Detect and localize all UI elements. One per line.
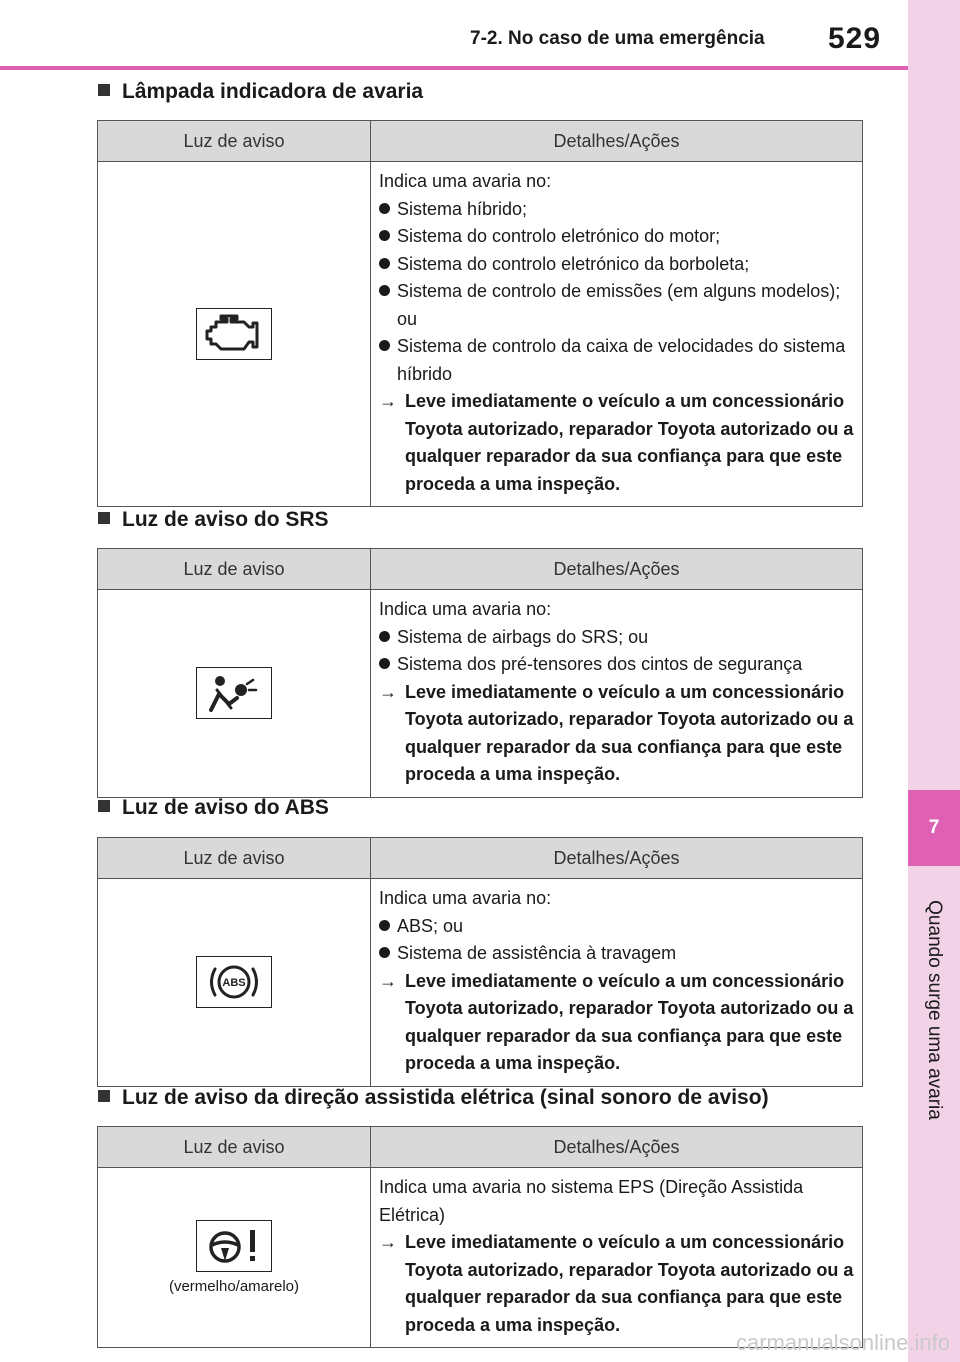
action-instruction: → Leve imediatamente o veículo a um concessionário Toyota autorizado, reparador Toyota autorizado ou a qualquer reparador da sua confiança para que este proceda a uma inspeção. [379, 1229, 854, 1339]
square-bullet-icon [98, 1090, 110, 1102]
section-title-abs: Luz de aviso do ABS [98, 796, 329, 820]
warning-table-abs [97, 837, 863, 1087]
arrow-icon: → [379, 1232, 397, 1252]
list-item: Sistema dos pré-tensores dos cintos de segurança [379, 651, 854, 679]
section-title-malfunction-lamp: Lâmpada indicadora de avaria [98, 80, 423, 104]
square-bullet-icon [98, 512, 110, 524]
column-header-light: Luz de aviso [98, 1127, 371, 1168]
details-cell [371, 879, 863, 1087]
column-header-details: Detalhes/Ações [371, 121, 863, 162]
column-header-details: Detalhes/Ações [371, 549, 863, 590]
action-instruction: → Leve imediatamente o veículo a um concessionário Toyota autorizado, reparador Toyota autorizado ou a qualquer reparador da sua confiança para que este proceda a uma inspeção. [379, 968, 854, 1078]
light-cell [98, 879, 371, 1087]
action-instruction: → Leve imediatamente o veículo a um concessionário Toyota autorizado, reparador Toyota autorizado ou a qualquer reparador da sua confiança para que este proceda a uma inspeção. [379, 679, 854, 789]
chapter-title: Quando surge uma avaria [924, 900, 945, 1120]
icon-caption: (vermelho/amarelo) [168, 1278, 300, 1295]
section-title-srs: Luz de aviso do SRS [98, 508, 329, 532]
chapter-number: 7 [908, 790, 960, 866]
warning-table-eps [97, 1126, 863, 1348]
list-item: Sistema de airbags do SRS; ou [379, 624, 854, 652]
details-intro: Indica uma avaria no: [379, 888, 552, 908]
details-cell [371, 590, 863, 798]
action-instruction: → Leve imediatamente o veículo a um concessionário Toyota autorizado, reparador Toyota autorizado ou a qualquer reparador da sua confiança para que este proceda a uma inspeção. [379, 388, 854, 498]
column-header-light: Luz de aviso [98, 838, 371, 879]
column-header-light: Luz de aviso [98, 549, 371, 590]
header-rule [0, 66, 908, 70]
arrow-icon: → [379, 681, 397, 702]
section-heading: 7-2. No caso de uma emergência [470, 28, 765, 49]
light-cell [98, 590, 371, 798]
abs-icon-text: ABS [222, 977, 246, 990]
list-item: ABS; ou [379, 913, 854, 941]
warning-table-malfunction [97, 120, 863, 507]
details-intro: Indica uma avaria no sistema EPS (Direção Assistida Elétrica) [379, 1177, 804, 1225]
square-bullet-icon [98, 800, 110, 812]
arrow-icon: → [379, 970, 397, 991]
list-item: Sistema híbrido; [379, 196, 854, 224]
list-item: Sistema de assistência à travagem [379, 940, 854, 968]
abs-icon [196, 956, 272, 1008]
arrow-icon: → [379, 391, 397, 411]
list-item: Sistema de controlo da caixa de velocidades do sistema híbrido [379, 333, 854, 388]
list-item: Sistema de controlo de emissões (em alguns modelos); ou [379, 278, 854, 333]
page-number: 529 [828, 22, 882, 55]
section-title-eps: Luz de aviso da direção assistida elétrica (sinal sonoro de aviso) [98, 1086, 769, 1110]
column-header-light: Luz de aviso [98, 121, 371, 162]
details-intro: Indica uma avaria no: [379, 599, 552, 619]
list-item: Sistema do controlo eletrónico do motor; [379, 223, 854, 251]
details-cell [371, 1168, 863, 1348]
eps-steering-warning-icon [196, 1220, 272, 1272]
column-header-details: Detalhes/Ações [371, 1127, 863, 1168]
details-cell [371, 162, 863, 507]
details-intro: Indica uma avaria no: [379, 171, 552, 191]
watermark: carmanualsonline.info [735, 1330, 950, 1355]
warning-table-srs [97, 548, 863, 798]
light-cell [98, 1168, 371, 1348]
check-engine-icon [196, 308, 272, 360]
chapter-side-tab [908, 0, 960, 1362]
light-cell [98, 162, 371, 507]
column-header-details: Detalhes/Ações [371, 838, 863, 879]
list-item: Sistema do controlo eletrónico da borboleta; [379, 251, 854, 279]
square-bullet-icon [98, 84, 110, 96]
srs-airbag-icon [196, 667, 272, 719]
